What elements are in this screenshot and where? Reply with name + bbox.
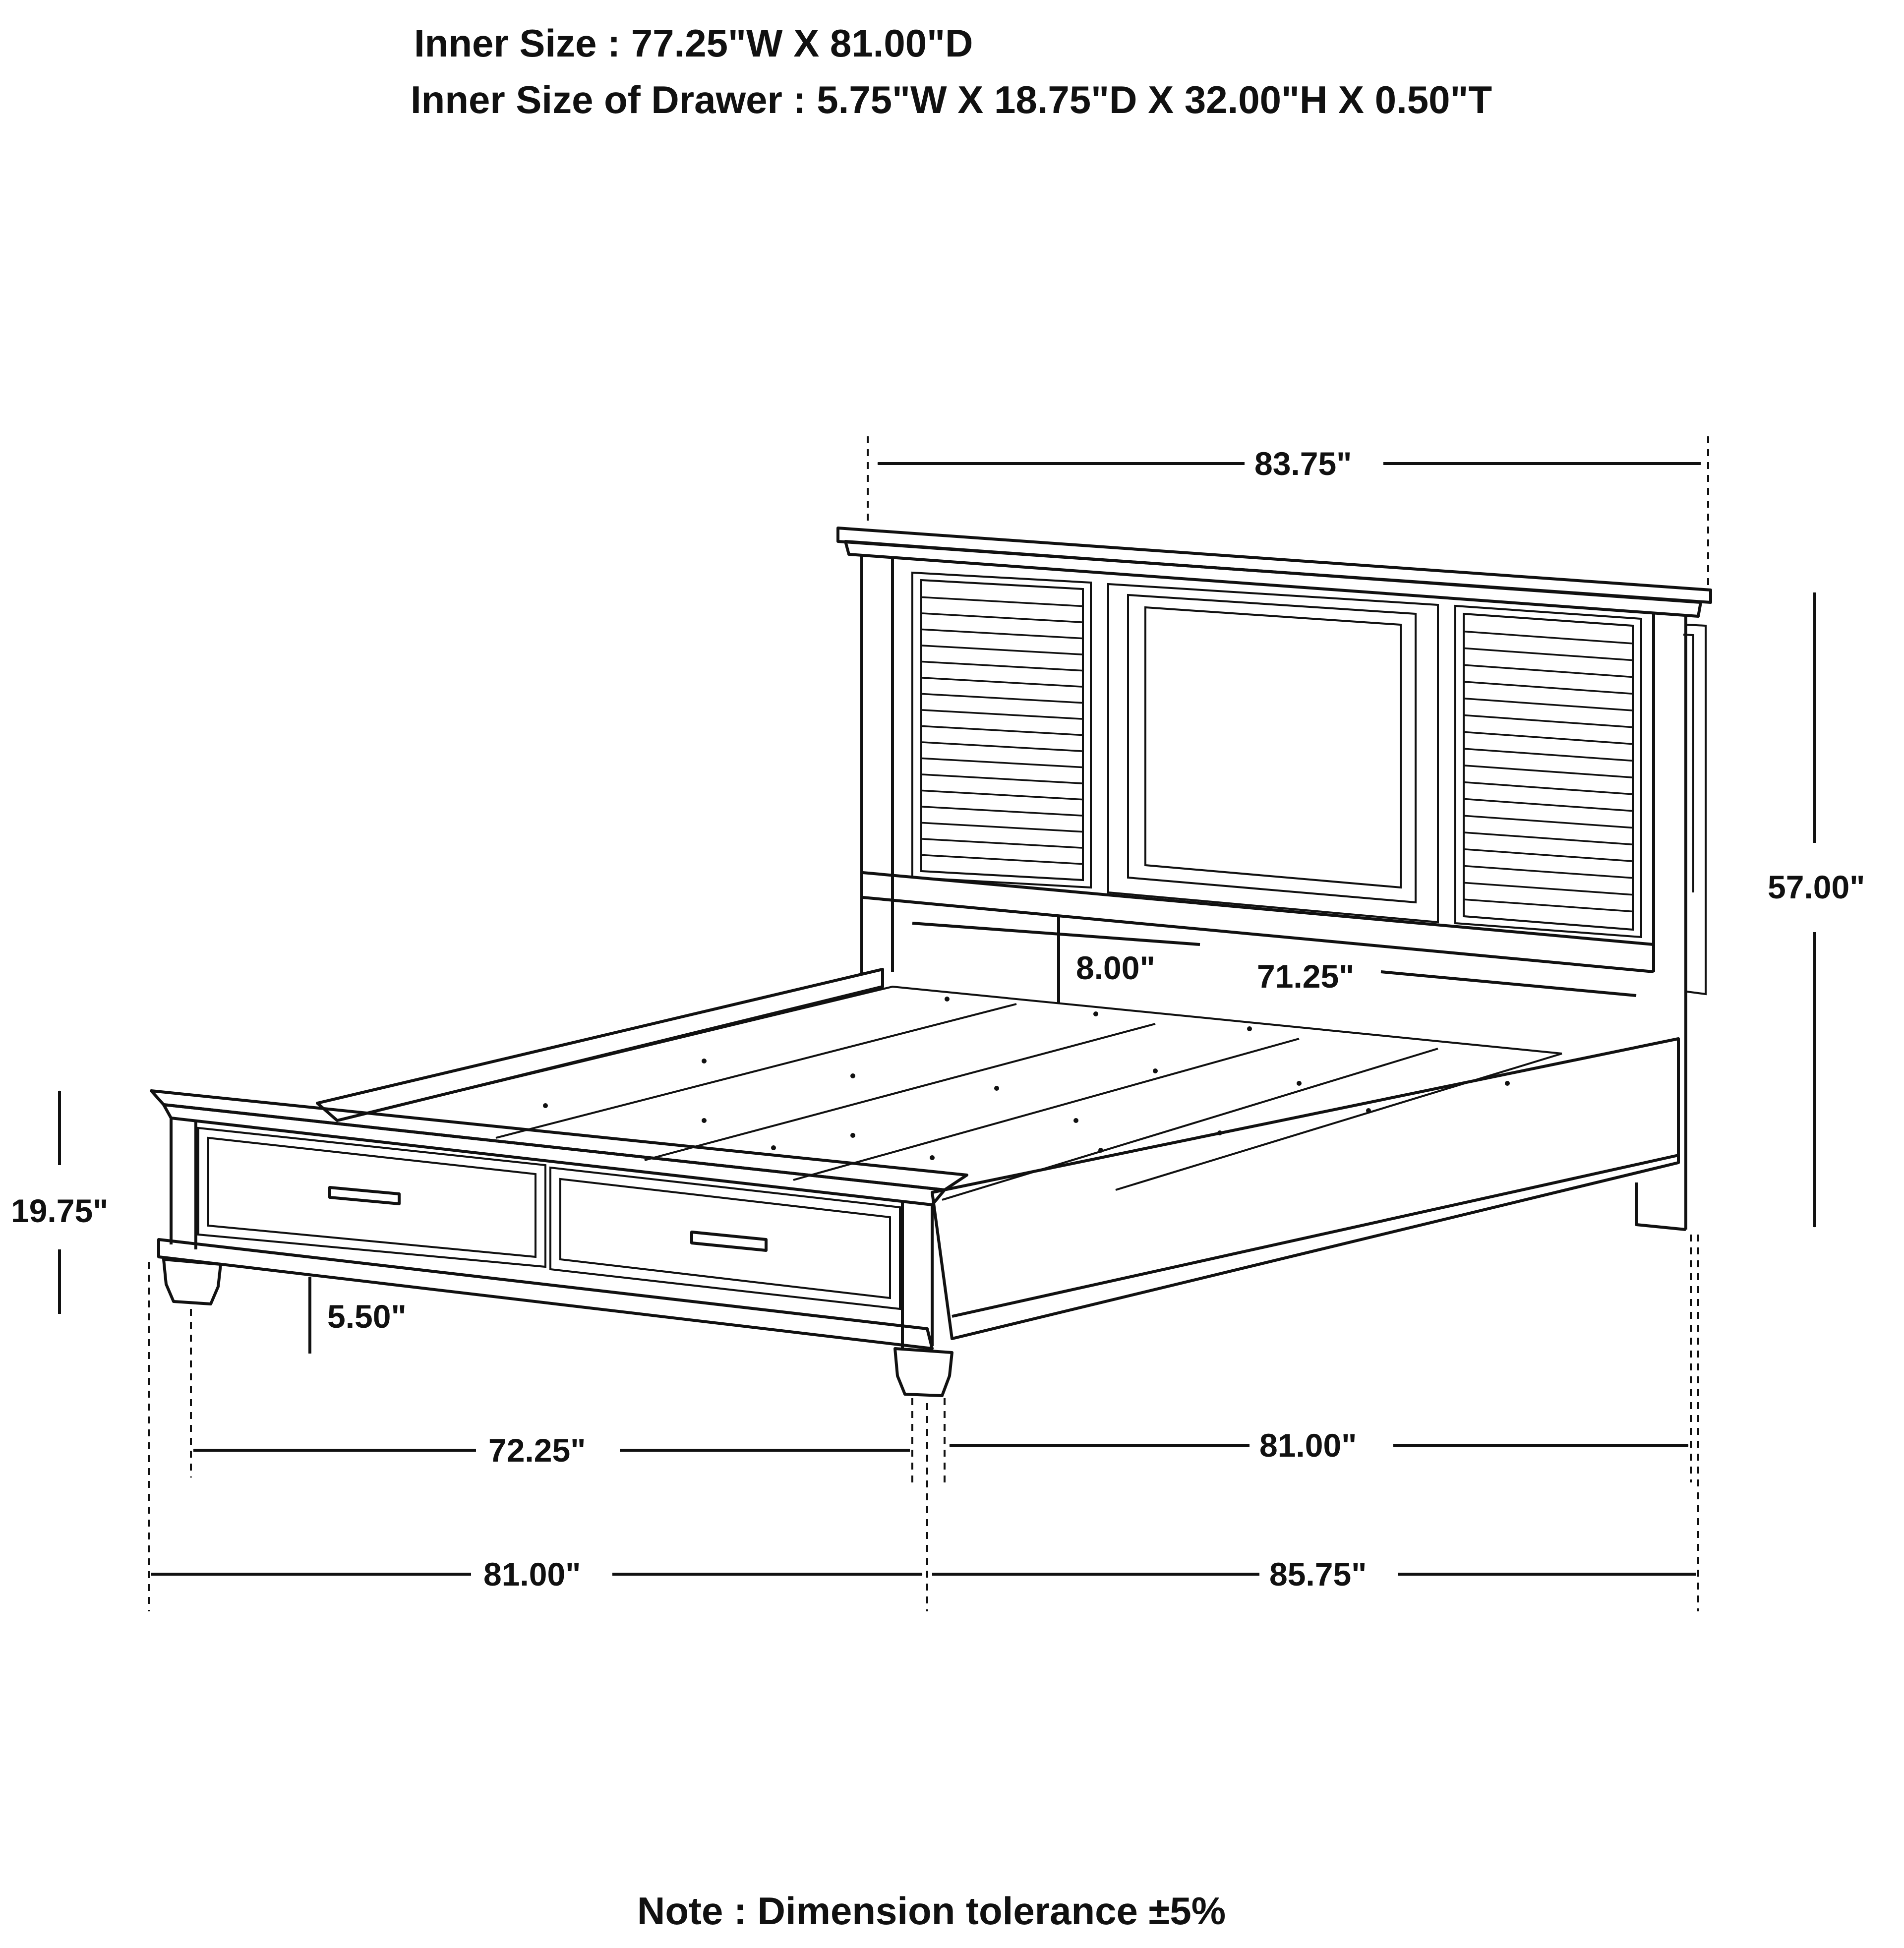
louver-slat [922, 823, 1082, 832]
screw-dot [702, 1059, 707, 1063]
louver-slat [1465, 699, 1632, 710]
louver-slat [922, 678, 1082, 687]
louver-slat [922, 791, 1082, 800]
louver-slat [922, 855, 1082, 864]
inner-size-text: Inner Size : 77.25"W X 81.00"D [414, 21, 973, 65]
screw-dot [930, 1155, 935, 1160]
screw-dot [1098, 1148, 1103, 1153]
louver-slat [1465, 682, 1632, 694]
louver-slat [1465, 732, 1632, 744]
louver-slat [922, 597, 1082, 606]
louver-slat [1465, 883, 1632, 894]
louver-slat [1465, 632, 1632, 644]
tolerance-note: Note : Dimension tolerance ±5% [637, 1889, 1226, 1933]
bed-platform [317, 969, 1678, 1339]
louver-slat [922, 694, 1082, 703]
louver-slat [1465, 899, 1632, 911]
louver-slat [1465, 749, 1632, 761]
screw-dot [994, 1086, 999, 1091]
louver-slat [1465, 866, 1632, 878]
dim-overall-width: 81.00" [483, 1556, 581, 1593]
louver-slats [922, 597, 1632, 912]
dim-footboard-leg-span: 72.25" [488, 1432, 586, 1469]
louver-slat [1465, 782, 1632, 794]
louver-slat [1465, 832, 1632, 844]
screw-dot [1217, 1130, 1222, 1135]
louver-slat [922, 646, 1082, 654]
louver-slat [1465, 665, 1632, 677]
dim-side-leg-span: 81.00" [1259, 1427, 1357, 1464]
louver-slat [1465, 715, 1632, 727]
screw-dot [850, 1133, 855, 1138]
louver-slat [922, 839, 1082, 848]
dim-inner-rail-width: 71.25" [1257, 958, 1355, 995]
louver-slat [922, 630, 1082, 639]
dim-rail-height: 8.00" [1076, 949, 1155, 986]
louver-slat [1465, 649, 1632, 660]
louver-slat [1465, 849, 1632, 861]
dim-headboard-width: 83.75" [1254, 445, 1352, 482]
dim-total-height: 57.00" [1768, 869, 1865, 905]
screw-dot [1247, 1026, 1252, 1031]
screw-dot [1366, 1108, 1371, 1113]
board-screws [543, 997, 1510, 1160]
screw-dot [1297, 1081, 1302, 1086]
headboard [838, 528, 1711, 1230]
screw-dot [702, 1118, 707, 1123]
louver-slat [1465, 799, 1632, 811]
inner-size-drawer-text: Inner Size of Drawer : 5.75"W X 18.75"D X 32.00"H X 0.50"T [411, 78, 1492, 121]
louver-slat [922, 807, 1082, 816]
screw-dot [1093, 1011, 1098, 1016]
screw-dot [850, 1073, 855, 1078]
louver-slat [922, 613, 1082, 622]
louver-slat [922, 742, 1082, 751]
footboard [151, 1091, 1686, 1396]
louver-slat [922, 662, 1082, 671]
louver-slat [922, 759, 1082, 767]
screw-dot [1073, 1118, 1078, 1123]
louver-slat [922, 726, 1082, 735]
dim-leg-height: 5.50" [327, 1298, 407, 1335]
louver-slat [922, 710, 1082, 719]
screw-dot [771, 1145, 776, 1150]
louver-slat [1465, 766, 1632, 777]
screw-dot [1153, 1068, 1158, 1073]
louver-slat [1465, 816, 1632, 827]
screw-dot [1505, 1081, 1510, 1086]
screw-dot [543, 1103, 548, 1108]
dim-overall-length: 85.75" [1269, 1556, 1367, 1593]
louver-slat [922, 774, 1082, 783]
screw-dot [945, 997, 950, 1002]
dim-footboard-height: 19.75" [11, 1192, 109, 1229]
